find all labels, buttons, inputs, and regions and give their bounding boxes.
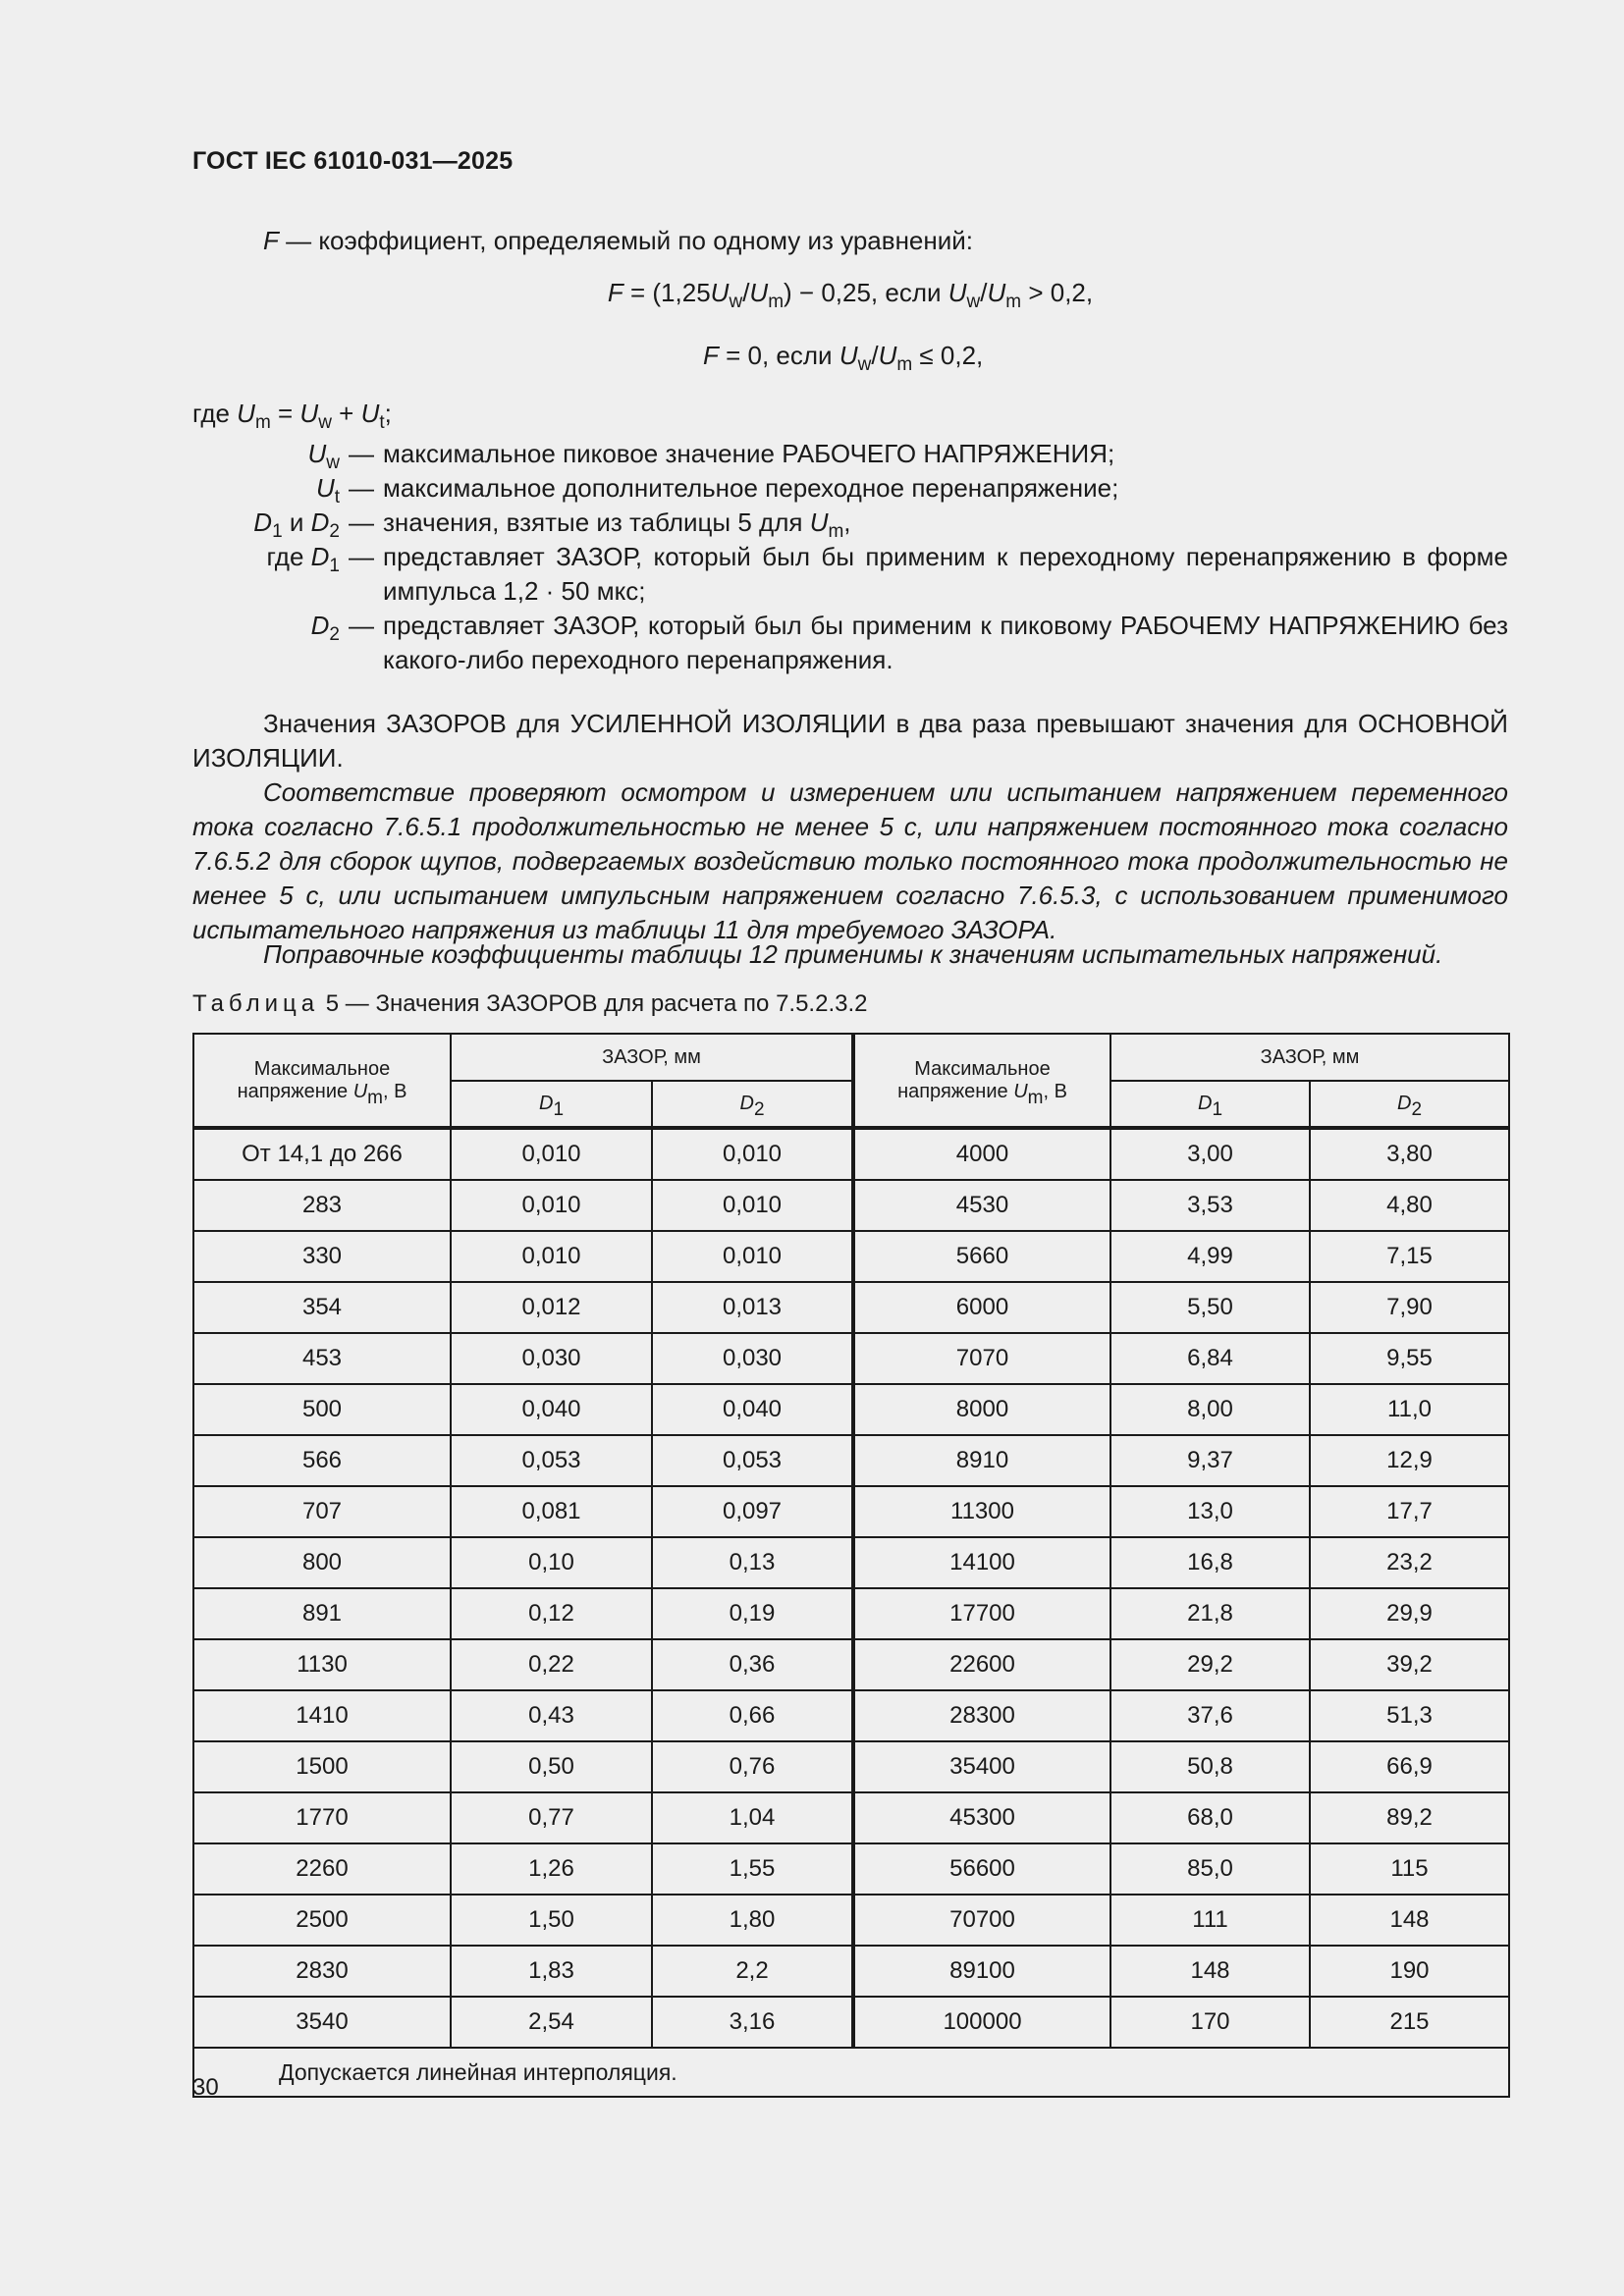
table-cell: 3,00 xyxy=(1110,1128,1310,1180)
header-d2: $D_2$ xyxy=(652,1081,853,1128)
intro-line: F — коэффициент, определяемый по одному из уравнений: xyxy=(263,226,974,255)
table-row xyxy=(193,1486,1509,1537)
where-item: $D_1$ и $D_2$ — значения, взятые из таблицы 5 для $U_m$, xyxy=(253,507,851,542)
equation-1: $F = (1,25U_w/U_m) - 0,25$, если $U_w/U_m > 0,2$, xyxy=(607,278,1094,312)
table-cell: 50,8 xyxy=(1110,1741,1310,1792)
paragraph-correction-factors: Поправочные коэффициенты таблицы 12 применимы к значениям испытательных напряжений. xyxy=(263,939,1443,969)
table-cell: 566 xyxy=(193,1435,451,1486)
table-cell: 70700 xyxy=(853,1895,1110,1946)
table-cell: 4,99 xyxy=(1110,1231,1310,1282)
table-cell: 0,22 xyxy=(451,1639,652,1690)
table-cell: От 14,1 до 266 xyxy=(193,1128,451,1180)
table-cell: 215 xyxy=(1310,1997,1509,2048)
header-gap: ЗАЗОР, мм xyxy=(451,1034,853,1081)
table-cell: 8,00 xyxy=(1110,1384,1310,1435)
table-cell: 68,0 xyxy=(1110,1792,1310,1843)
table-cell: 283 xyxy=(193,1180,451,1231)
table-cell: 89,2 xyxy=(1310,1792,1509,1843)
table-cell: 5660 xyxy=(853,1231,1110,1282)
table-cell: 0,040 xyxy=(652,1384,853,1435)
table-row xyxy=(193,1997,1509,2048)
table-cell: 4530 xyxy=(853,1180,1110,1231)
table-cell: 6000 xyxy=(853,1282,1110,1333)
table-row xyxy=(193,1282,1509,1333)
table-cell: 37,6 xyxy=(1110,1690,1310,1741)
table-cell: 1,83 xyxy=(451,1946,652,1997)
equation-2: F = 0, если $U_w/U_m \le 0,2$, xyxy=(703,341,984,375)
table-cell: 707 xyxy=(193,1486,451,1537)
table-cell: 14100 xyxy=(853,1537,1110,1588)
table-cell: 0,030 xyxy=(652,1333,853,1384)
header-d1: $D_1$ xyxy=(1110,1081,1310,1128)
table-cell: 891 xyxy=(193,1588,451,1639)
page-number: 30 xyxy=(192,2074,219,2101)
table-cell: 13,0 xyxy=(1110,1486,1310,1537)
table-cell: 17700 xyxy=(853,1588,1110,1639)
table-body xyxy=(193,1128,1509,2048)
table-cell: 29,9 xyxy=(1310,1588,1509,1639)
table-cell: 330 xyxy=(193,1231,451,1282)
table-caption: Таблица 5 — Значения ЗАЗОРОВ для расчета по 7.5.2.3.2 xyxy=(192,990,868,1017)
table-cell: 1130 xyxy=(193,1639,451,1690)
table-cell: 7070 xyxy=(853,1333,1110,1384)
table-cell: 51,3 xyxy=(1310,1690,1509,1741)
table-row xyxy=(193,1180,1509,1231)
table-cell: 0,12 xyxy=(451,1588,652,1639)
table-cell: 22600 xyxy=(853,1639,1110,1690)
table-cell: 148 xyxy=(1310,1895,1509,1946)
table-cell: 0,010 xyxy=(652,1180,853,1231)
table-cell: 9,55 xyxy=(1310,1333,1509,1384)
paragraph-compliance: Соответствие проверяют осмотром и измерением или испытанием напряжением переменного тока согласно 7.6.5.1 продолжительностью не менее 5 с, или напряжением постоянного тока согласно 7.6.5.2 для сборок щупов, подвергаемых воздействию только постоянного тока продолжительностью не менее 5 с, или испытанием импульсным напряжением согласно 7.6.5.3, с использованием применимого испытательного напряжения из таблицы 11 для требуемого ЗАЗОРА. xyxy=(192,777,1508,944)
where-block xyxy=(192,397,1508,677)
table-row xyxy=(193,1690,1509,1741)
table-cell: 6,84 xyxy=(1110,1333,1310,1384)
table-row xyxy=(193,1384,1509,1435)
table-cell: 85,0 xyxy=(1110,1843,1310,1895)
table-cell: 0,097 xyxy=(652,1486,853,1537)
table-cell: 4,80 xyxy=(1310,1180,1509,1231)
document-header: ГОСТ IEC 61010-031—2025 xyxy=(192,147,514,175)
header-d2: $D_2$ xyxy=(1310,1081,1509,1128)
table-cell: 39,2 xyxy=(1310,1639,1509,1690)
table-header-row xyxy=(193,1034,1509,1081)
table-cell: 3540 xyxy=(193,1997,451,2048)
table-cell: 0,040 xyxy=(451,1384,652,1435)
table-cell: 11,0 xyxy=(1310,1384,1509,1435)
table-cell: 354 xyxy=(193,1282,451,1333)
table-cell: 111 xyxy=(1110,1895,1310,1946)
table-row xyxy=(193,1639,1509,1690)
table-cell: 2830 xyxy=(193,1946,451,1997)
header-max-voltage: Максимальное напряжение $U_m$, В xyxy=(853,1034,1110,1128)
table-cell: 1770 xyxy=(193,1792,451,1843)
where-item: $U_w$ — максимальное пиковое значение РАБОЧЕГО НАПРЯЖЕНИЯ; xyxy=(307,439,1115,473)
table-cell: 190 xyxy=(1310,1946,1509,1997)
table-cell: 2,54 xyxy=(451,1997,652,2048)
table-cell: 100000 xyxy=(853,1997,1110,2048)
table-cell: 2260 xyxy=(193,1843,451,1895)
where-item: $D_2$ — представляет ЗАЗОР, который был бы применим к пиковому РАБОЧЕМУ НАПРЯЖЕНИЮ без какого-либо переходного перенапряжения. xyxy=(310,611,1508,674)
header-max-voltage: Максимальное напряжение $U_m$, В xyxy=(193,1034,451,1128)
table-cell: 0,10 xyxy=(451,1537,652,1588)
table-row xyxy=(193,1946,1509,1997)
table-cell: 0,76 xyxy=(652,1741,853,1792)
table-cell: 1,50 xyxy=(451,1895,652,1946)
table-row xyxy=(193,1792,1509,1843)
table-cell: 453 xyxy=(193,1333,451,1384)
table-row xyxy=(193,1537,1509,1588)
table-cell: 21,8 xyxy=(1110,1588,1310,1639)
table-row xyxy=(193,1588,1509,1639)
table-cell: 0,053 xyxy=(652,1435,853,1486)
table-cell: 0,012 xyxy=(451,1282,652,1333)
table-row xyxy=(193,1128,1509,1180)
table-cell: 500 xyxy=(193,1384,451,1435)
table-cell: 3,80 xyxy=(1310,1128,1509,1180)
table-cell: 0,013 xyxy=(652,1282,853,1333)
table-cell: 0,010 xyxy=(652,1128,853,1180)
table-row xyxy=(193,1333,1509,1384)
table-cell: 0,010 xyxy=(451,1231,652,1282)
paragraph-reinforced-insulation: Значения ЗАЗОРОВ для УСИЛЕННОЙ ИЗОЛЯЦИИ в два раза превышают значения для ОСНОВНОЙ ИЗОЛЯЦИИ. xyxy=(192,709,1508,773)
table-cell: 7,15 xyxy=(1310,1231,1509,1282)
table-cell: 0,053 xyxy=(451,1435,652,1486)
table-cell: 115 xyxy=(1310,1843,1509,1895)
table-cell: 0,010 xyxy=(451,1128,652,1180)
table-note: Допускается линейная интерполяция. xyxy=(193,2048,1509,2097)
table-row xyxy=(193,1741,1509,1792)
table-cell: 56600 xyxy=(853,1843,1110,1895)
table-row xyxy=(193,1895,1509,1946)
table-cell: 8000 xyxy=(853,1384,1110,1435)
table-cell: 1500 xyxy=(193,1741,451,1792)
table-cell: 17,7 xyxy=(1310,1486,1509,1537)
table-cell: 0,43 xyxy=(451,1690,652,1741)
table-row xyxy=(193,1231,1509,1282)
table-note-row xyxy=(193,2048,1509,2097)
table-cell: 0,081 xyxy=(451,1486,652,1537)
table-cell: 0,50 xyxy=(451,1741,652,1792)
table-cell: 2,2 xyxy=(652,1946,853,1997)
table-cell: 4000 xyxy=(853,1128,1110,1180)
table-cell: 0,010 xyxy=(451,1180,652,1231)
table-cell: 170 xyxy=(1110,1997,1310,2048)
table-cell: 0,030 xyxy=(451,1333,652,1384)
header-d1: $D_1$ xyxy=(451,1081,652,1128)
table-row xyxy=(193,1843,1509,1895)
table-row xyxy=(193,1435,1509,1486)
clearance-table xyxy=(192,1033,1510,2098)
header-gap: ЗАЗОР, мм xyxy=(1110,1034,1509,1081)
table-cell: 35400 xyxy=(853,1741,1110,1792)
where-item: $U_t$ — максимальное дополнительное переходное перенапряжение; xyxy=(315,473,1119,507)
table-cell: 11300 xyxy=(853,1486,1110,1537)
table-cell: 12,9 xyxy=(1310,1435,1509,1486)
table-cell: 0,19 xyxy=(652,1588,853,1639)
table-cell: 1,55 xyxy=(652,1843,853,1895)
table-cell: 9,37 xyxy=(1110,1435,1310,1486)
table-cell: 1410 xyxy=(193,1690,451,1741)
table-cell: 3,16 xyxy=(652,1997,853,2048)
table-cell: 16,8 xyxy=(1110,1537,1310,1588)
table-cell: 1,04 xyxy=(652,1792,853,1843)
table-cell: 3,53 xyxy=(1110,1180,1310,1231)
table-cell: 7,90 xyxy=(1310,1282,1509,1333)
table-cell: 8910 xyxy=(853,1435,1110,1486)
table-cell: 1,26 xyxy=(451,1843,652,1895)
table-cell: 45300 xyxy=(853,1792,1110,1843)
where-item: где $D_1$ — представляет ЗАЗОР, который был бы применим к переходному перенапряжению в форме импульса 1,2 · 50 мкс; xyxy=(266,542,1508,606)
where-lead: где $U_m = U_w + U_t$; xyxy=(192,399,392,433)
table-cell: 23,2 xyxy=(1310,1537,1509,1588)
table-cell: 1,80 xyxy=(652,1895,853,1946)
table-cell: 800 xyxy=(193,1537,451,1588)
table-cell: 148 xyxy=(1110,1946,1310,1997)
table-cell: 89100 xyxy=(853,1946,1110,1997)
table-cell: 0,010 xyxy=(652,1231,853,1282)
table-cell: 0,36 xyxy=(652,1639,853,1690)
table-cell: 5,50 xyxy=(1110,1282,1310,1333)
table-cell: 29,2 xyxy=(1110,1639,1310,1690)
table-cell: 0,77 xyxy=(451,1792,652,1843)
table-cell: 0,66 xyxy=(652,1690,853,1741)
table-cell: 66,9 xyxy=(1310,1741,1509,1792)
table-cell: 2500 xyxy=(193,1895,451,1946)
table-cell: 28300 xyxy=(853,1690,1110,1741)
table-cell: 0,13 xyxy=(652,1537,853,1588)
